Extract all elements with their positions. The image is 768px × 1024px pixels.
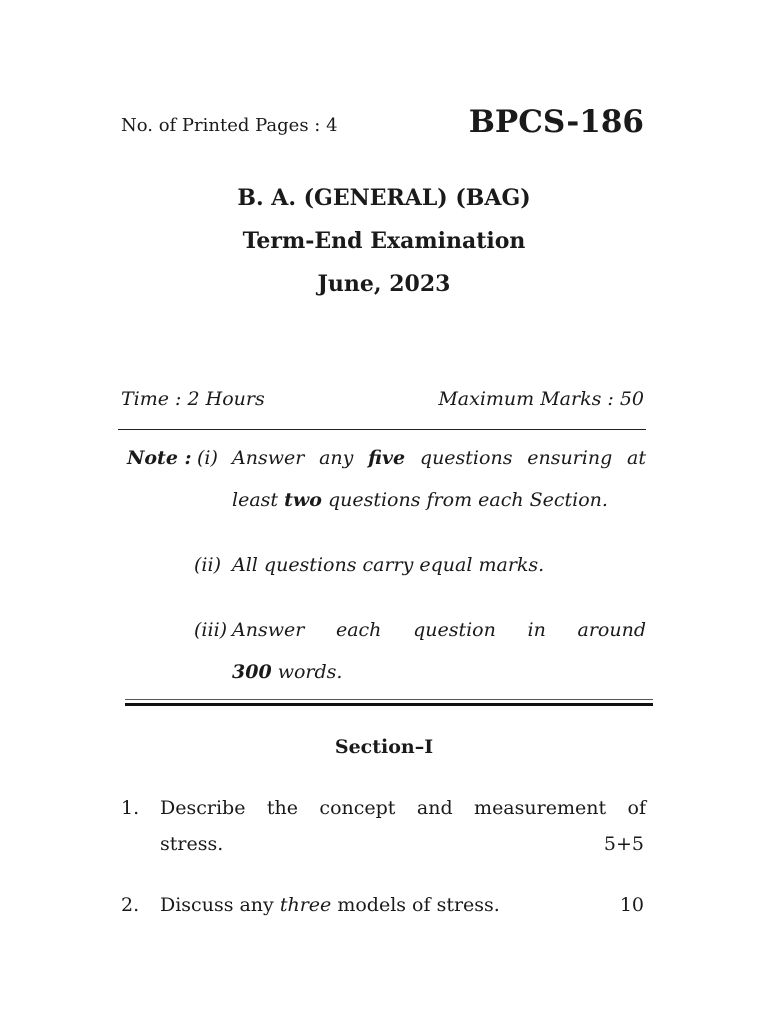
question-1-text-line-2: stress. (160, 833, 224, 855)
maximum-marks: Maximum Marks : 50 (438, 388, 644, 410)
question-emphasis: three (279, 894, 332, 916)
question-1-marks: 5+5 (603, 833, 644, 855)
question-1-number: 1. (121, 797, 140, 819)
question-2-number: 2. (121, 894, 140, 916)
question-text: Discuss any (160, 894, 274, 916)
exam-duration: Time : 2 Hours (121, 388, 265, 410)
note-item-3-line-1: Answer each question in around (232, 619, 646, 641)
note-item-number: (ii) (194, 554, 221, 576)
note-text: questions ensuring at (419, 447, 646, 469)
note-item-3-number (194, 619, 227, 641)
note-text: words. (277, 661, 343, 683)
note-text: questions from each Section. (327, 489, 608, 511)
note-item-2-text: All questions carry equal marks. (232, 554, 545, 576)
note-item-number: (i) (197, 447, 218, 469)
exam-session: June, 2023 (317, 271, 451, 297)
exam-title: Term-End Examination (242, 228, 526, 254)
note-item-2-number (194, 554, 221, 576)
course-code: BPCS-186 (468, 104, 644, 140)
note-text: least (232, 489, 279, 511)
section-divider-thick (125, 703, 653, 706)
programme-title: B. A. (GENERAL) (BAG) (237, 185, 531, 211)
question-2-text (160, 894, 500, 916)
question-1-text-line-1: Describe the concept and measurement of (160, 797, 646, 819)
note-text: Answer any (232, 447, 354, 469)
note-item-1-line-1 (232, 447, 646, 469)
question-2-marks: 10 (619, 894, 644, 916)
question-text: models of stress. (337, 894, 500, 916)
section-heading: Section–I (334, 736, 434, 758)
note-item-1-number (197, 447, 227, 469)
note-item-1-line-2 (232, 489, 608, 511)
note-emphasis: 300 (232, 661, 272, 683)
note-item-3-line-2 (232, 661, 342, 683)
note-emphasis: two (284, 489, 322, 511)
note-label: Note : (127, 447, 192, 469)
note-emphasis: five (368, 447, 406, 469)
note-item-number: (iii) (194, 619, 228, 641)
printed-pages-count: No. of Printed Pages : 4 (121, 115, 338, 136)
section-divider-thin (125, 699, 653, 700)
divider-line (118, 429, 646, 430)
